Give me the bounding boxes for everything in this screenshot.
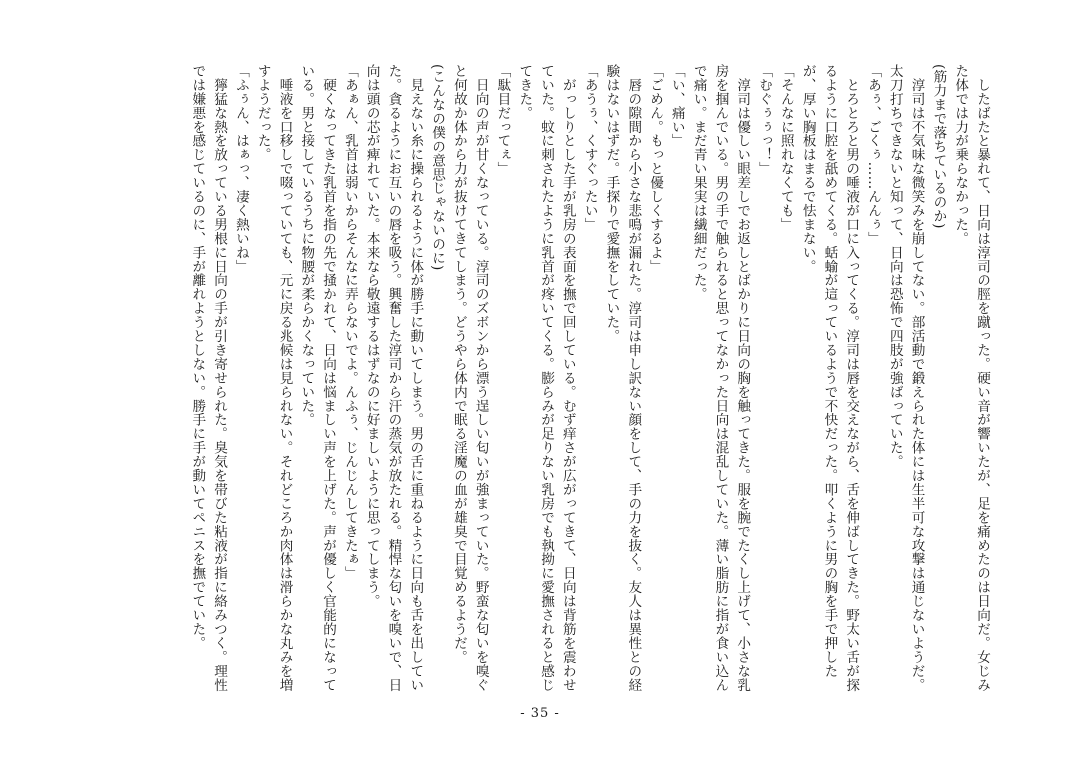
paragraph: 唾液を口移しで啜っていても、元に戻る兆候は見られない。それどころか肉体は滑らかな丸みを増すようだった。 [254, 64, 293, 692]
paragraph: 見えない糸に操られるように体が勝手に動いてしまう。男の舌に重ねるように日向も舌を出していた。貪るようにお互いの唇を吸う。興奮した淳司から汗の蒸気が放たれる。精悍な匂いを嗅いで、日向は頭の芯が痺れていた。本来なら敬遠するはずなのに好ましいように思ってしまう。 [363, 64, 424, 692]
paragraph: 「あぁん、乳首は弱いからそんなに弄らないでよ。んふぅ、じんじんしてきたぁ」 [341, 64, 358, 581]
paragraph: 「駄目だってぇ」 [494, 64, 511, 176]
paragraph: 硬くなってきた乳首を指の先で掻かれて、日向は悩ましい声を上げた。声が優しく官能的になっている。男と接しているうちに物腰が柔らかくなっていた。 [298, 64, 337, 692]
paragraph: (こんなの僕の意思じゃないのに) [429, 64, 446, 271]
paragraph: (筋力まで落ちているのか) [930, 64, 947, 229]
paragraph: 「ふぅん、はぁっ、凄く熱いね」 [232, 64, 249, 274]
paragraph: 「ごめん。もっと優しくするよ」 [647, 64, 664, 274]
paragraph: 日向の声が甘くなっている。淳司のズボンから漂う逞しい匂いが強まっていた。野蛮な匂いを嗅ぐと何故か体から力が抜けてきてしまう。どうやら体内で眠る淫魔の血が雄臭で目覚めるようだ。 [450, 64, 489, 692]
paragraph: 獰猛な熱を放っている男根に日向の手が引き寄せられた。臭気を帯びた粘液が指に絡みつく。理性では嫌悪を感じているのに、手が離れようとしない。勝手に手が動いてペニスを撫でていた。 [189, 64, 228, 692]
body-text [92, 64, 992, 694]
paragraph: とろとろと男の唾液が口に入ってくる。淳司は唇を交えながら、舌を伸ばしてきた。野太い舌が探るように口腔を舐めてくる。蛞蝓が這っているようで不快だった。叩くように男の胸を手で押したが、厚い胸板はまるで怯まない。 [799, 64, 860, 692]
paragraph: 「あうぅ、くすぐったい」 [581, 64, 598, 232]
paragraph: 淳司は優しい眼差しでお返しとばかりに日向の胸を触ってきた。服を腕でたくし上げて、小さな乳房を掴んでいる。男の手で触られると思ってなかった日向は混乱していた。薄い脂肪に指が食い込んで痛い。まだ青い果実は繊細だった。 [690, 64, 751, 692]
paragraph: がっしりとした手が乳房の表面を撫で回している。むず痒さが広がってきて、日向は背筋を震わせていた。蚊に刺されたように乳首が疼いてくる。膨らみが足りない乳房でも執拗に愛撫されると感じてきた。 [516, 64, 576, 692]
paragraph: したばたと暴れて、日向は淳司の脛を蹴った。硬い音が響いたが、足を痛めたのは日向だ。女じみた体では力が乗らなかった。 [952, 64, 990, 692]
page-number: - 35 - [520, 706, 560, 721]
paragraph: 「あぅ、ごくぅ……んんぅ」 [865, 64, 882, 246]
paragraph: 「むぐぅぅっ！」 [756, 64, 773, 176]
paragraph: 「い、痛い」 [668, 64, 685, 148]
paragraph: 淳司は不気味な微笑みを崩してない。部活動で鍛えられた体には生半可な攻撃は通じないようだ。太刀打ちできないと知って、日向は恐怖で四肢が強ばっていた。 [886, 64, 925, 692]
paragraph: 「そんなに照れなくても」 [777, 64, 794, 232]
paragraph: 唇の隙間から小さな悲鳴が漏れた。淳司は申し訳ない顔をして、手の力を抜く。友人は異性との経験はないはずだ。手探りで愛撫をしていた。 [603, 64, 642, 692]
